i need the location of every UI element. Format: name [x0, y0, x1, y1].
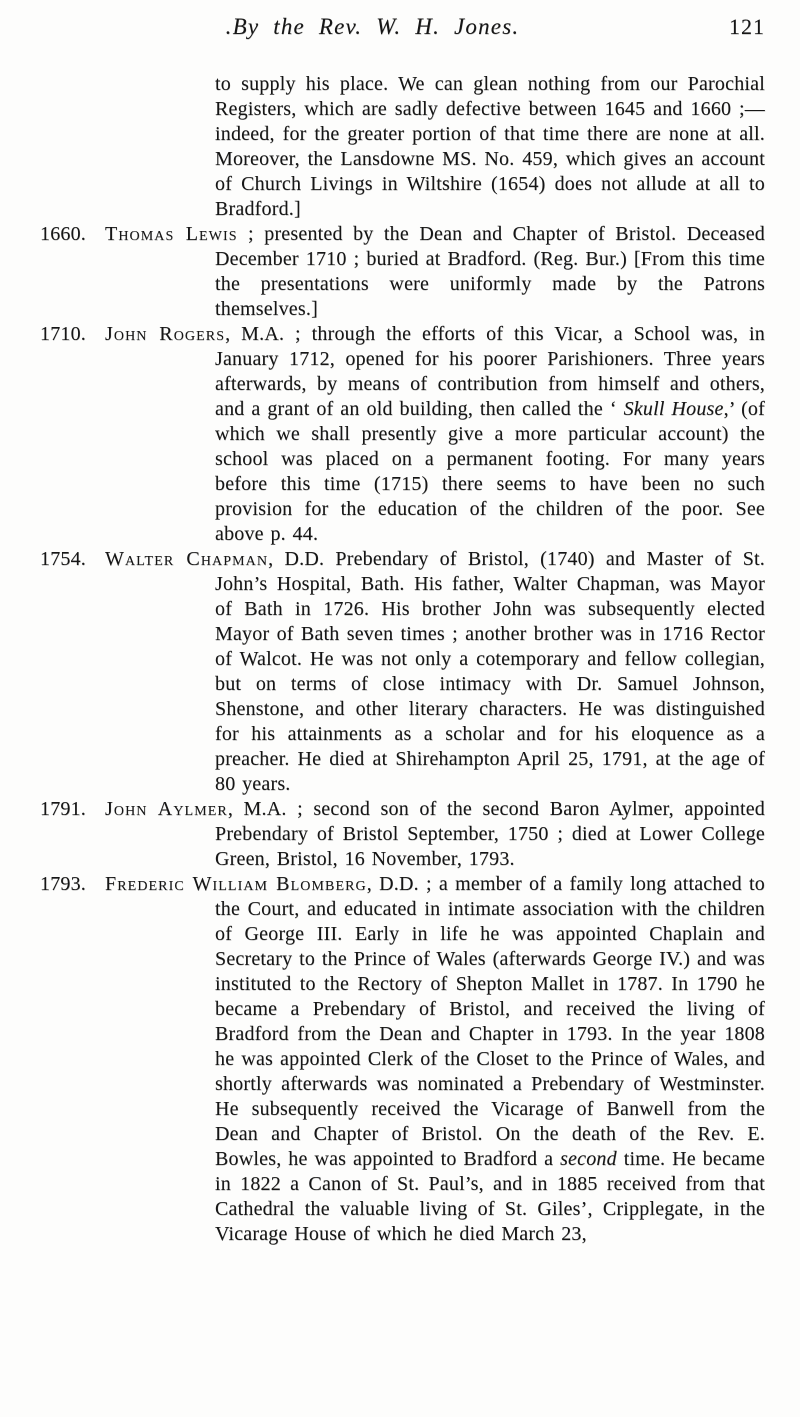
entry-text	[105, 322, 765, 547]
text-segment: John Aylmer	[105, 798, 228, 820]
text-segment: Frederic William Blomberg	[105, 873, 367, 895]
vicar-entry	[40, 547, 765, 797]
vicar-entry	[40, 222, 765, 322]
entry-text	[105, 547, 765, 797]
text-segment: Walter Chapman	[105, 548, 269, 570]
text-segment: John Rogers	[105, 323, 226, 345]
running-title: .By the Rev. W. H. Jones.	[225, 14, 520, 39]
page-body	[40, 72, 765, 1247]
entry-year: 1660.	[40, 223, 86, 245]
text-segment: , M.A. ; second son of the second Baron Aylmer, appointed Prebendary of Bristol September, 1750 ; died at Lower College Green, Bristol, 16 November, 1793.	[215, 798, 766, 870]
text-segment: Skull House	[623, 398, 724, 420]
page-number: 121	[729, 14, 765, 39]
entry-year: 1791.	[40, 798, 86, 820]
entry-year: 1793.	[40, 873, 86, 895]
text-segment: ,’ (of which we shall presently give a more particular account) the school was placed on a permanent footing. For many years before this time (1715) there seems to have been no such provision for the education of the children of the poor. See above p. 44.	[215, 398, 765, 545]
text-segment: Thomas Lewis	[105, 223, 238, 245]
entry-year: 1710.	[40, 323, 86, 345]
entry-text	[105, 222, 765, 322]
vicar-entry	[40, 797, 765, 872]
text-segment: second	[560, 1148, 617, 1170]
entry-year: 1754.	[40, 548, 86, 570]
entry-text	[105, 872, 765, 1247]
entry-text	[105, 797, 765, 872]
text-segment: ; presented by the Dean and Chapter of Bristol. Deceased December 1710 ; buried at Bradford. (Reg. Bur.) [From this time the presentations were uniformly made by the Patrons themselves.]	[215, 223, 765, 320]
vicar-entry	[40, 322, 765, 547]
vicar-entries	[40, 222, 765, 1247]
text-segment: , M.A. ; through the efforts of this Vicar, a School was, in January 1712, opened for his poorer Parishioners. Three years afterwards, by means of contribution from himself and others, and a grant of an old building, then called the ‘	[215, 323, 765, 420]
vicar-entry	[40, 872, 765, 1247]
text-segment: time. He became in 1822 a Canon of St. Paul’s, and in 1885 received from that Cathedral the valuable living of St. Giles’, Cripplegate, in the Vicarage House of which he died March 23,	[215, 1148, 765, 1245]
intro-paragraph: to supply his place. We can glean nothing from our Parochial Registers, which are sadly defective between 1645 and 1660 ;—indeed, for the greater portion of that time there are none at all. Moreover, the Lansdowne MS. No. 459, which gives an account of Church Livings in Wiltshire (1654) does not allude at all to Bradford.]	[215, 73, 765, 220]
text-segment: , D.D. ; a member of a family long attached to the Court, and educated in intimate association with the children of George III. Early in life he was appointed Chaplain and Secretary to the Prince of Wales (afterwards George IV.) and was instituted to the Rectory of Shepton Mallet in 1787. In 1790 he became a Prebendary of Bristol, and received the living of Bradford from the Dean and Chapter in 1793. In the year 1808 he was appointed Clerk of the Closet to the Prince of Wales, and shortly afterwards was nominated a Prebendary of Westminster. He subsequently received the Vicarage of Banwell from the Dean and Chapter of Bristol. On the death of the Rev. E. Bowles, he was appointed to Bradford a	[215, 873, 765, 1170]
page-header	[40, 12, 765, 44]
text-segment: , D.D. Prebendary of Bristol, (1740) and Master of St. John’s Hospital, Bath. His father, Walter Chapman, was Mayor of Bath in 1726. His brother John was subsequently elected Mayor of Bath seven times ; another brother was in 1716 Rector of Walcot. He was not only a cotemporary and fellow collegian, but on terms of close intimacy with Dr. Samuel Johnson, Shenstone, and other literary characters. He was distinguished for his attainments as a scholar and for his eloquence as a preacher. He died at Shirehampton April 25, 1791, at the age of 80 years.	[215, 548, 765, 795]
